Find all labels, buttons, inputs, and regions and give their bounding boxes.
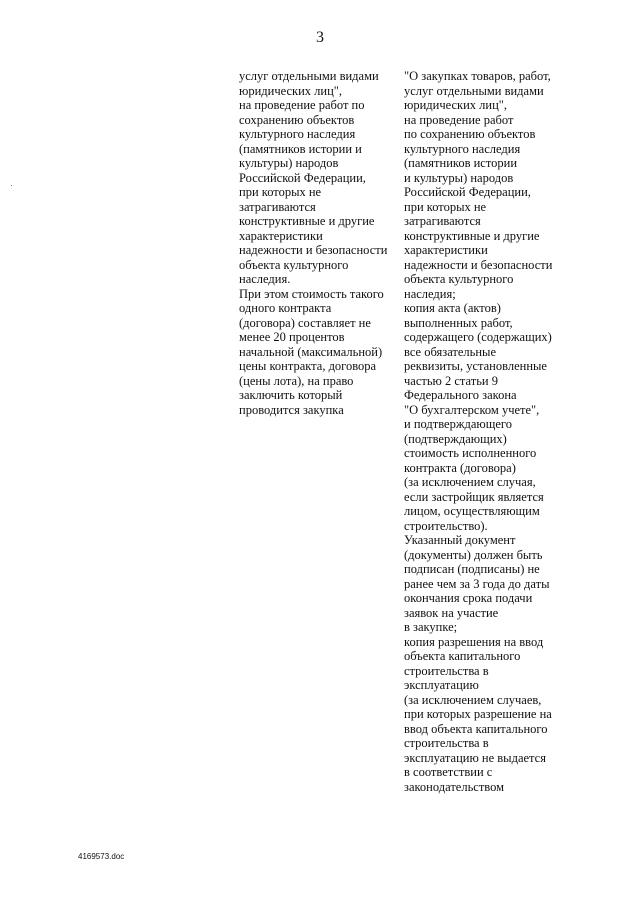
left-column-line: (цены лота), на право — [239, 373, 354, 388]
right-column-line: характеристики — [404, 243, 488, 257]
right-column-line: объекта культурного — [404, 272, 514, 286]
left-column-line: (договора) составляет не — [239, 315, 371, 330]
right-column-line: в закупке; — [404, 620, 458, 634]
right-column-line: строительство). — [404, 518, 488, 533]
right-column-line: эксплуатацию не выдается — [404, 750, 546, 765]
scan-speck — [11, 185, 12, 186]
right-column-line: эксплуатацию — [404, 678, 479, 692]
left-column-line: на проведение работ по — [239, 98, 365, 112]
right-column-line: (за исключением случаев, — [404, 692, 542, 707]
right-column-line: содержащего (содержащих) — [404, 330, 552, 344]
left-column-line: одного контракта — [239, 301, 332, 315]
right-column-line: стоимость исполненного — [404, 446, 537, 460]
right-column-line: при которых не — [404, 199, 487, 214]
right-column-line: услуг отдельными видами — [404, 83, 544, 98]
left-column-line: заключить который — [239, 388, 343, 402]
right-column-line: если застройщик является — [404, 489, 544, 504]
left-column-line: начальной (максимальной) — [239, 344, 383, 359]
right-column-line: строительства в — [404, 736, 489, 750]
right-column-line: культурного наследия — [404, 141, 521, 156]
left-column-line: услуг отдельными видами — [239, 69, 379, 83]
left-column-line: наследия. — [239, 272, 291, 286]
right-column-line: подписан (подписаны) не — [404, 562, 540, 576]
left-column-line: сохранению объектов — [239, 112, 355, 127]
right-column-line: в соответствии с — [404, 765, 493, 779]
right-column-line: законодательством — [404, 779, 505, 794]
right-column-line: наследия; — [404, 286, 456, 301]
left-column-line: менее 20 процентов — [239, 330, 345, 344]
right-column-line: "О бухгалтерском учете", — [404, 402, 540, 417]
right-column-line: копия акта (актов) — [404, 301, 501, 315]
page-number: 3 — [316, 29, 324, 46]
left-column-line: (памятников истории и — [239, 141, 362, 156]
left-column-line: цены контракта, договора — [239, 359, 377, 373]
left-column-line: При этом стоимость такого — [239, 286, 384, 301]
right-column-line: юридических лиц", — [404, 98, 508, 112]
left-column-line: проводится закупка — [239, 402, 344, 417]
right-column-line: строительства в — [404, 663, 489, 678]
right-column-line: затрагиваются — [404, 214, 481, 228]
left-column-line: Российской Федерации, — [239, 170, 366, 185]
right-column-line: Федерального закона — [404, 388, 517, 402]
right-column-line: Российской Федерации, — [404, 185, 531, 199]
right-column-line: частью 2 статьи 9 — [404, 373, 499, 388]
right-column-line: выполненных работ, — [404, 315, 513, 330]
footer-filename: 4169573.doc — [78, 852, 125, 861]
right-column-line: объекта капитального — [404, 649, 521, 663]
right-column-line: ранее чем за 3 года до даты — [404, 576, 550, 591]
left-column-line: характеристики — [239, 228, 323, 243]
right-column-line: конструктивные и другие — [404, 228, 540, 243]
right-column-line: (документы) должен быть — [404, 547, 543, 562]
right-column-line: (подтверждающих) — [404, 431, 507, 446]
right-column-line: лицом, осуществляющим — [404, 504, 540, 518]
right-column-line: контракта (договора) — [404, 460, 516, 475]
right-column-line: Указанный документ — [404, 533, 516, 547]
right-column-line: реквизиты, установленные — [404, 359, 547, 373]
left-column-line: объекта культурного — [239, 257, 349, 272]
right-column-line: на проведение работ — [404, 112, 514, 127]
right-column-line: (за исключением случая, — [404, 475, 536, 489]
right-column-line: и подтверждающего — [404, 417, 512, 431]
right-column-line: окончания срока подачи — [404, 591, 533, 605]
right-column-line: и культуры) народов — [404, 170, 514, 185]
right-column-line: надежности и безопасности — [404, 257, 553, 272]
left-column-line: надежности и безопасности — [239, 243, 388, 257]
right-column-line: все обязательные — [404, 344, 496, 359]
right-column-line: по сохранению объектов — [404, 127, 536, 141]
left-column-line: конструктивные и другие — [239, 214, 375, 228]
left-column-line: при которых не — [239, 185, 322, 199]
right-column-line: заявок на участие — [404, 605, 499, 620]
left-text-column — [239, 69, 389, 417]
right-column-line: копия разрешения на ввод — [404, 634, 544, 649]
left-column-line: культурного наследия — [239, 127, 356, 141]
right-column-line: (памятников истории — [404, 156, 518, 170]
right-column-line: при которых разрешение на — [404, 707, 552, 721]
left-column-line: затрагиваются — [239, 199, 316, 214]
right-column-line: ввод объекта капитального — [404, 721, 548, 736]
right-column-line: "О закупках товаров, работ, — [404, 69, 551, 83]
left-column-line: юридических лиц", — [239, 83, 343, 98]
right-text-column — [404, 69, 568, 794]
left-column-line: культуры) народов — [239, 156, 339, 170]
